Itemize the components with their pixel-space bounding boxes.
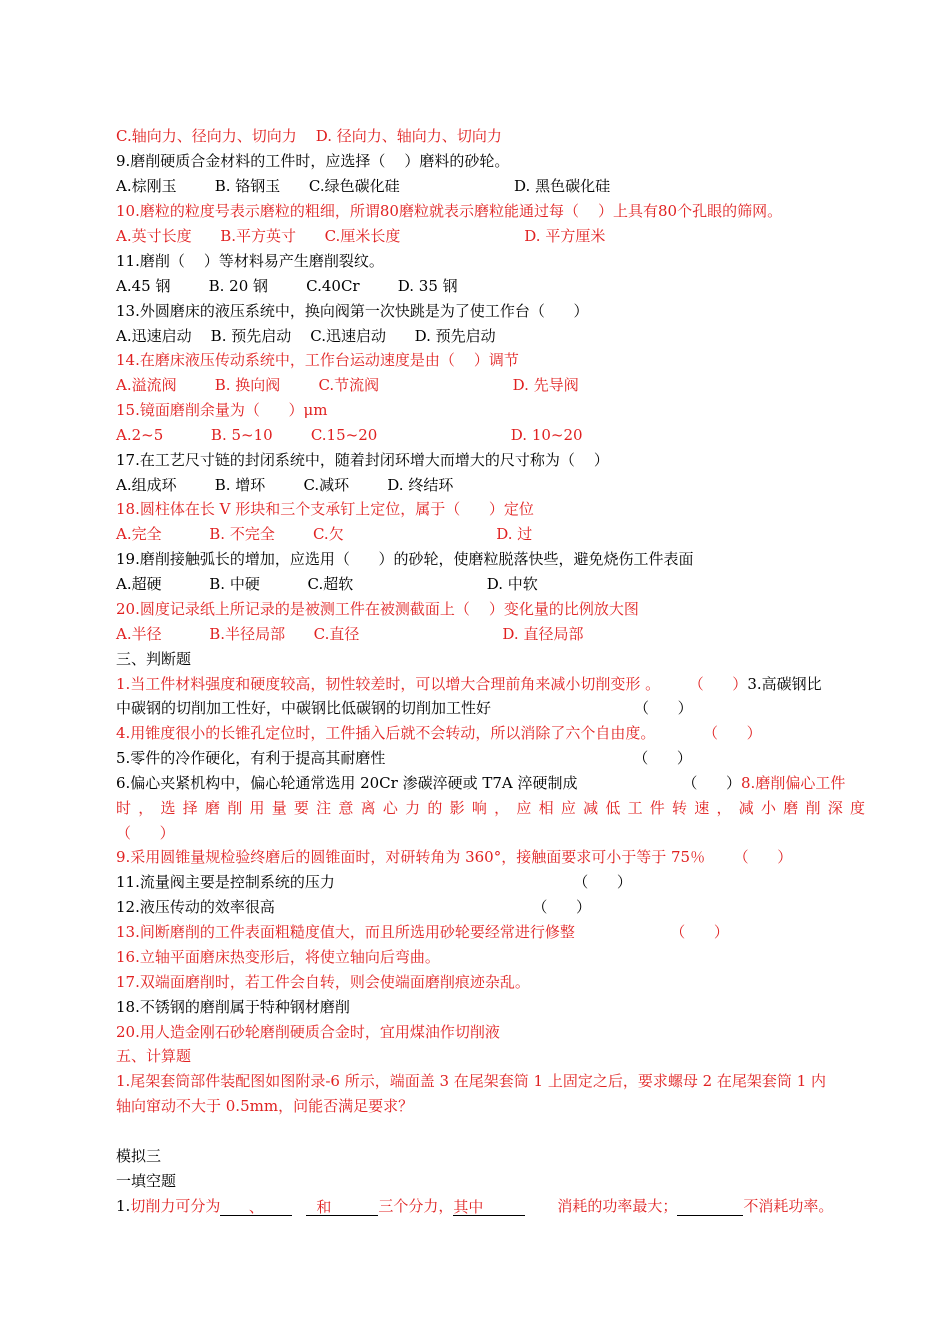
gap xyxy=(292,1198,306,1216)
blank-line xyxy=(220,1197,292,1216)
text-line: 18.圆柱体在长 V 形块和三个支承钉上定位，属于（ ）定位 xyxy=(116,500,534,518)
text-line: A.半径 B.半径局部 C.直径 D. 直径局部 xyxy=(116,625,584,643)
question-text: 切削力可分为 xyxy=(130,1197,221,1215)
blank-separator: 、 xyxy=(248,1198,264,1216)
blank-line xyxy=(677,1197,743,1216)
question-text: 8.磨削偏心工件 xyxy=(741,774,846,792)
text-line: 12.液压传动的效率很高 （ ） xyxy=(116,898,591,916)
text-line: A.溢流阀 B. 换向阀 C.节流阀 D. 先导阀 xyxy=(116,376,579,394)
text-line: 17.双端面磨削时，若工件会自转，则会使端面磨削痕迹杂乱。 xyxy=(116,973,530,991)
text-line: 15.镜面磨削余量为（ ）μm xyxy=(116,401,328,419)
fill-blank-question xyxy=(116,1196,868,1216)
text-line: 17.在工艺尺寸链的封闭系统中，随着封闭环增大而增大的尺寸称为（ ） xyxy=(116,451,609,469)
section-title: 模拟三 xyxy=(116,1147,162,1165)
text-line: 20.用人造金刚石砂轮磨削硬质合金时，宜用煤油作切削液 xyxy=(116,1023,500,1041)
text-line: 13.间断磨削的工件表面粗糙度值大，而且所选用砂轮要经常进行修整 （ ） xyxy=(116,923,729,941)
text-line: 11.磨削（ ）等材料易产生磨削裂纹。 xyxy=(116,252,384,270)
text-line: （ ） xyxy=(116,824,175,842)
text-line: A.完全 B. 不完全 C.欠 D. 过 xyxy=(116,525,533,543)
text-line: 5.零件的冷作硬化，有利于提高其耐磨性 （ ） xyxy=(116,749,692,767)
text-line xyxy=(116,674,868,694)
text-line: 4.用锥度很小的长锥孔定位时，工件插入后就不会转动，所以消除了六个自由度。 （ ） xyxy=(116,724,762,742)
section-heading: 五、计算题 xyxy=(116,1047,192,1065)
text-line: 10.磨粒的粒度号表示磨粒的粗细，所谓80磨粒就表示磨粒能通过每（ ）上具有80个孔眼的筛网。 xyxy=(116,202,783,220)
text-line: 中碳钢的切削加工性好，中碳钢比低碳钢的切削加工性好 （ ） xyxy=(116,699,693,717)
text-line: 19.磨削接触弧长的增加，应选用（ ）的砂轮，使磨粒脱落快些，避免烧伤工件表面 xyxy=(116,550,694,568)
question-text: 1.当工件材料强度和硬度较高，韧性较差时，可以增大合理前角来减小切削变形 。 （ ） xyxy=(116,675,748,693)
blank-separator: 和 xyxy=(316,1198,332,1216)
question-text: 3.高碳钢比 xyxy=(747,675,822,693)
blank-line xyxy=(306,1197,378,1216)
text-line: A.英寸长度 B.平方英寸 C.厘米长度 D. 平方厘米 xyxy=(116,227,606,245)
text-line: A.棕刚玉 B. 铬钢玉 C.绿色碳化硅 D. 黑色碳化硅 xyxy=(116,177,611,195)
text-line: A.2~5 B. 5~10 C.15~20 D. 10~20 xyxy=(116,426,583,444)
text-line: 20.圆度记录纸上所记录的是被测工件在被测截面上（ ）变化量的比例放大图 xyxy=(116,600,639,618)
text-line: A.超硬 B. 中硬 C.超软 D. 中软 xyxy=(116,575,538,593)
text-line: A.迅速启动 B. 预先启动 C.迅速启动 D. 预先启动 xyxy=(116,327,496,345)
question-text: 不消耗功率。 xyxy=(743,1197,834,1215)
text-line: 18.不锈钢的磨削属于特种钢材磨削 xyxy=(116,998,350,1016)
question-text: 三个分力， xyxy=(378,1197,454,1215)
question-number: 1. xyxy=(116,1197,131,1215)
question-text: 其中 xyxy=(453,1198,484,1216)
text-line: 9.采用圆锥量规检验终磨后的圆锥面时，对研转角为 360°，接触面要求可小于等于 75％ （ ） xyxy=(116,848,793,866)
text-line: 时，选择磨削用量要注意离心力的影响，应相应减低工件转速，减小磨削深度 xyxy=(116,799,868,817)
text-line: A.45 钢 B. 20 钢 C.40Cr D. 35 钢 xyxy=(116,277,458,295)
text-line: 9.磨削硬质合金材料的工件时，应选择（ ）磨料的砂轮。 xyxy=(116,152,510,170)
text-line: C.轴向力、径向力、切向力 D. 径向力、轴向力、切向力 xyxy=(116,127,502,145)
text-line: 13.外圆磨床的液压系统中，换向阀第一次快跳是为了使工作台（ ） xyxy=(116,302,589,320)
question-text: 6.偏心夹紧机构中，偏心轮通常选用 20Cr 渗碳淬硬或 T7A 淬硬制成 （ ） xyxy=(116,774,742,792)
text-line: 16.立轴平面磨床热变形后，将使立轴向后弯曲。 xyxy=(116,948,440,966)
text-line: 轴向窜动不大于 0.5mm，问能否满足要求？ xyxy=(116,1097,414,1115)
text-line xyxy=(116,773,868,793)
question-text: 消耗的功率最大； xyxy=(557,1197,678,1215)
text-line: 1.尾架套筒部件装配图如图附录-6 所示，端面盖 3 在尾架套筒 1 上固定之后，要求螺母 2 在尾架套筒 1 内 xyxy=(116,1072,827,1090)
section-heading: 一填空题 xyxy=(116,1172,177,1190)
text-line: A.组成环 B. 增环 C.减环 D. 终结环 xyxy=(116,476,454,494)
text-line: 11.流量阀主要是控制系统的压力 （ ） xyxy=(116,873,632,891)
section-heading: 三、判断题 xyxy=(116,650,192,668)
text-line: 14.在磨床液压传动系统中，工作台运动速度是由（ ）调节 xyxy=(116,351,519,369)
blank-line xyxy=(453,1197,525,1216)
